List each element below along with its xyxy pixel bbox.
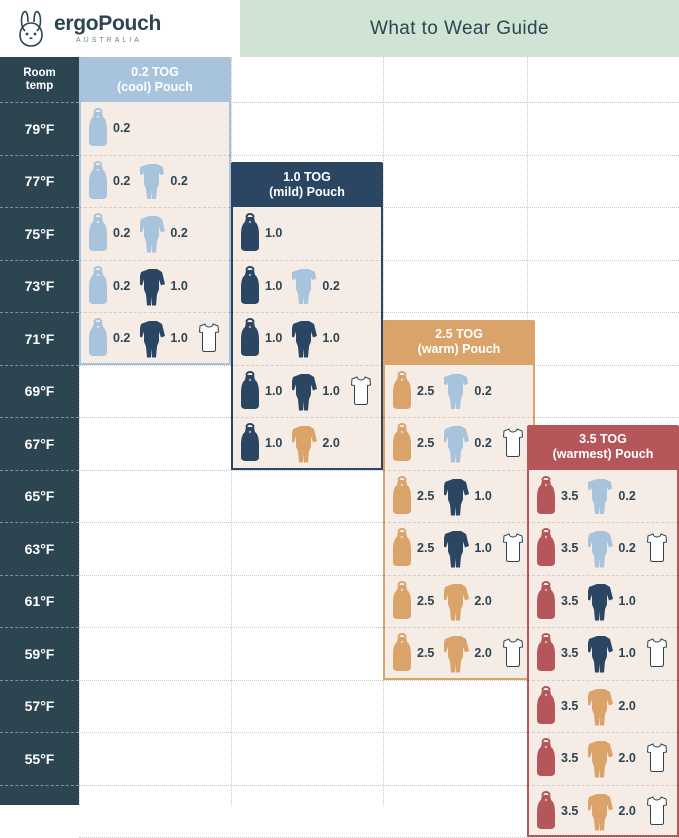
tog-column-title: 0.2 TOG	[131, 64, 179, 79]
garment-row	[389, 470, 529, 523]
tog-rating-label: 0.2	[618, 488, 636, 503]
tog-rating-label: 3.5	[561, 803, 579, 818]
tog-column-header	[79, 57, 231, 102]
garment-item	[646, 741, 668, 775]
singlet-white-icon	[350, 374, 372, 408]
garment-row	[85, 260, 225, 313]
garment-item	[87, 318, 130, 358]
garment-item	[588, 686, 635, 726]
room-temp-cell: 77°F	[0, 155, 79, 208]
guide-grid	[0, 57, 679, 820]
room-temp-cell: 73°F	[0, 260, 79, 313]
garment-item	[588, 738, 635, 778]
garment-item	[140, 213, 187, 253]
tog-column-subtitle: (warm) Pouch	[417, 342, 501, 356]
sleeping-bag-tan-icon	[391, 528, 413, 568]
tog-column-header	[527, 425, 679, 470]
long-sleeve-suit-lightblue-icon	[444, 423, 470, 463]
garment-row	[237, 417, 377, 470]
room-temp-cell: 67°F	[0, 417, 79, 470]
tog-rating-label: 3.5	[561, 751, 579, 766]
tog-rating-label: 2.5	[417, 436, 435, 451]
sleeping-bag-rose-icon	[535, 791, 557, 831]
tog-rating-label: 3.5	[561, 698, 579, 713]
brand-name: ergoPouch	[54, 12, 161, 35]
long-sleeve-suit-tan-icon	[292, 423, 318, 463]
long-sleeve-suit-lightblue-icon	[588, 528, 614, 568]
sleeping-bag-blue-icon	[87, 213, 109, 253]
long-sleeve-suit-navy-icon	[444, 476, 470, 516]
garment-item	[292, 266, 339, 306]
long-sleeve-suit-navy-icon	[588, 581, 614, 621]
tog-column-subtitle: (cool) Pouch	[117, 79, 193, 94]
sleeping-bag-rose-icon	[535, 476, 557, 516]
sleeping-bag-tan-icon	[391, 371, 413, 411]
tog-rating-label: 2.5	[417, 646, 435, 661]
garment-item	[292, 423, 339, 463]
garment-row	[237, 260, 377, 313]
garment-row	[533, 680, 673, 733]
garment-row	[85, 312, 225, 365]
garment-item	[198, 321, 220, 355]
room-temp-header	[0, 57, 79, 102]
sleeping-bag-rose-icon	[535, 738, 557, 778]
garment-item	[239, 318, 282, 358]
garment-item	[444, 371, 491, 411]
tog-rating-label: 1.0	[322, 383, 340, 398]
garment-item	[646, 794, 668, 828]
garment-item	[444, 423, 491, 463]
sleeping-bag-rose-icon	[535, 581, 557, 621]
singlet-white-icon	[502, 531, 524, 565]
sleeping-bag-blue-icon	[87, 161, 109, 201]
short-sleeve-suit-lightblue-icon	[292, 266, 318, 306]
sleeping-bag-tan-icon	[391, 476, 413, 516]
garment-item	[535, 791, 578, 831]
sleeping-bag-rose-icon	[535, 633, 557, 673]
sleeping-bag-rose-icon	[535, 528, 557, 568]
tog-rating-label: 1.0	[170, 278, 188, 293]
long-sleeve-suit-navy-icon	[140, 318, 166, 358]
sleeping-bag-navy-icon	[239, 266, 261, 306]
garment-row	[85, 207, 225, 260]
sleeping-bag-rose-icon	[535, 686, 557, 726]
short-sleeve-suit-lightblue-icon	[588, 476, 614, 516]
tog-rating-label: 1.0	[474, 541, 492, 556]
tog-column-header	[231, 162, 383, 207]
garment-item	[87, 108, 130, 148]
tog-rating-label: 0.2	[474, 383, 492, 398]
garment-item	[87, 161, 130, 201]
garment-item	[391, 423, 434, 463]
room-temp-cell: 79°F	[0, 102, 79, 155]
singlet-white-icon	[502, 426, 524, 460]
sleeping-bag-navy-icon	[239, 371, 261, 411]
garment-item	[239, 266, 282, 306]
garment-item	[502, 426, 524, 460]
tog-rating-label: 0.2	[113, 121, 131, 136]
tog-rating-label: 1.0	[265, 383, 283, 398]
garment-item	[140, 161, 187, 201]
tog-rating-label: 2.5	[417, 541, 435, 556]
tog-rating-label: 1.0	[265, 331, 283, 346]
long-sleeve-suit-lightblue-icon	[140, 213, 166, 253]
sleeping-bag-tan-icon	[391, 581, 413, 621]
tog-rating-label: 2.5	[417, 593, 435, 608]
tog-rating-label: 1.0	[265, 226, 283, 241]
bunny-icon	[14, 9, 48, 49]
sleeping-bag-tan-icon	[391, 423, 413, 463]
tog-rating-label: 1.0	[474, 488, 492, 503]
room-temp-cell: 53°F	[0, 785, 79, 838]
long-sleeve-suit-tan-icon	[588, 738, 614, 778]
garment-row	[533, 575, 673, 628]
garment-item	[535, 581, 578, 621]
garment-item	[588, 581, 635, 621]
garment-item	[588, 633, 635, 673]
short-sleeve-suit-lightblue-icon	[140, 161, 166, 201]
garment-row	[85, 155, 225, 208]
long-sleeve-suit-navy-icon	[588, 633, 614, 673]
garment-item	[535, 686, 578, 726]
tog-rating-label: 0.2	[113, 173, 131, 188]
page-header	[0, 0, 679, 57]
long-sleeve-suit-tan-icon	[588, 686, 614, 726]
tog-rating-label: 1.0	[618, 646, 636, 661]
garment-item	[391, 371, 434, 411]
room-temp-cell: 69°F	[0, 365, 79, 418]
sleeping-bag-navy-icon	[239, 213, 261, 253]
room-temp-cell: 63°F	[0, 522, 79, 575]
tog-rating-label: 2.0	[618, 803, 636, 818]
long-sleeve-suit-tan-icon	[444, 581, 470, 621]
singlet-white-icon	[646, 741, 668, 775]
brand-subtitle: AUSTRALIA	[76, 37, 142, 44]
room-temp-values	[0, 102, 79, 837]
brand-logo	[0, 0, 240, 57]
garment-row	[533, 627, 673, 680]
tog-rating-label: 2.0	[474, 646, 492, 661]
garment-item	[535, 528, 578, 568]
tog-rating-label: 1.0	[322, 331, 340, 346]
long-sleeve-suit-tan-icon	[444, 633, 470, 673]
sleeping-bag-tan-icon	[391, 633, 413, 673]
garment-item	[87, 266, 130, 306]
garment-item	[391, 581, 434, 621]
garment-row	[237, 312, 377, 365]
room-temp-cell: 59°F	[0, 627, 79, 680]
tog-rating-label: 3.5	[561, 488, 579, 503]
tog-column-title: 1.0 TOG	[283, 169, 331, 184]
garment-item	[391, 528, 434, 568]
garment-item	[239, 213, 282, 253]
garment-item	[588, 476, 635, 516]
tog-rating-label: 2.0	[322, 436, 340, 451]
long-sleeve-suit-tan-icon	[588, 791, 614, 831]
garment-row	[533, 470, 673, 523]
garment-item	[140, 318, 187, 358]
singlet-white-icon	[502, 636, 524, 670]
garment-row	[533, 732, 673, 785]
tog-rating-label: 3.5	[561, 646, 579, 661]
tog-column-subtitle: (warmest) Pouch	[552, 447, 654, 461]
tog-rating-label: 3.5	[561, 593, 579, 608]
tog-rating-label: 2.5	[417, 488, 435, 503]
tog-rating-label: 0.2	[113, 331, 131, 346]
tog-rating-label: 1.0	[618, 593, 636, 608]
tog-rating-label: 2.5	[417, 383, 435, 398]
tog-column-header	[383, 320, 535, 365]
guide-title-banner	[240, 0, 679, 57]
garment-row	[533, 522, 673, 575]
garment-item	[502, 531, 524, 565]
tog-rating-label: 0.2	[113, 278, 131, 293]
long-sleeve-suit-navy-icon	[444, 528, 470, 568]
tog-rating-label: 1.0	[265, 278, 283, 293]
garment-row	[389, 522, 529, 575]
room-temp-cell: 57°F	[0, 680, 79, 733]
long-sleeve-suit-navy-icon	[292, 318, 318, 358]
tog-rating-label: 2.0	[618, 751, 636, 766]
tog-rating-label: 3.5	[561, 541, 579, 556]
sleeping-bag-blue-icon	[87, 108, 109, 148]
garment-item	[588, 528, 635, 568]
garment-item	[535, 738, 578, 778]
tog-column-title: 3.5 TOG	[579, 432, 627, 446]
garment-item	[444, 476, 491, 516]
garment-row	[389, 365, 529, 418]
room-temp-header-line2: temp	[25, 79, 54, 92]
garment-item	[588, 791, 635, 831]
garment-item	[239, 423, 282, 463]
garment-item	[391, 633, 434, 673]
room-temp-cell: 65°F	[0, 470, 79, 523]
tog-column-title: 2.5 TOG	[435, 327, 483, 341]
garment-item	[535, 476, 578, 516]
sleeping-bag-blue-icon	[87, 318, 109, 358]
singlet-white-icon	[646, 531, 668, 565]
sleeping-bag-navy-icon	[239, 318, 261, 358]
page-title: What to Wear Guide	[370, 17, 549, 39]
garment-item	[646, 531, 668, 565]
garment-item	[350, 374, 372, 408]
tog-rating-label: 1.0	[170, 331, 188, 346]
garment-row	[389, 575, 529, 628]
garment-item	[444, 633, 491, 673]
tog-rating-label: 2.0	[618, 698, 636, 713]
tog-rating-label: 0.2	[474, 436, 492, 451]
tog-rating-label: 2.0	[474, 593, 492, 608]
tog-rating-label: 0.2	[170, 173, 188, 188]
garment-item	[140, 266, 187, 306]
tog-rating-label: 0.2	[113, 226, 131, 241]
singlet-white-icon	[198, 321, 220, 355]
tog-rating-label: 0.2	[322, 278, 340, 293]
garment-item	[444, 528, 491, 568]
tog-rating-label: 0.2	[618, 541, 636, 556]
garment-item	[292, 371, 339, 411]
room-temp-header-line1: Room	[23, 66, 56, 79]
garment-row	[237, 207, 377, 260]
singlet-white-icon	[646, 794, 668, 828]
tog-rating-label: 0.2	[170, 226, 188, 241]
tog-column-subtitle: (mild) Pouch	[269, 184, 345, 199]
garment-row	[389, 417, 529, 470]
garment-item	[292, 318, 339, 358]
room-temp-cell: 55°F	[0, 732, 79, 785]
garment-item	[502, 636, 524, 670]
room-temp-column	[0, 57, 79, 820]
garment-row	[533, 785, 673, 838]
long-sleeve-suit-navy-icon	[292, 371, 318, 411]
garment-row	[389, 627, 529, 680]
tog-rating-label: 1.0	[265, 436, 283, 451]
room-temp-cell: 75°F	[0, 207, 79, 260]
garment-row	[237, 365, 377, 418]
short-sleeve-suit-lightblue-icon	[444, 371, 470, 411]
garment-item	[444, 581, 491, 621]
long-sleeve-suit-navy-icon	[140, 266, 166, 306]
singlet-white-icon	[646, 636, 668, 670]
garment-item	[87, 213, 130, 253]
garment-item	[239, 371, 282, 411]
garment-item	[535, 633, 578, 673]
garment-row	[85, 102, 225, 155]
garment-item	[391, 476, 434, 516]
garment-item	[646, 636, 668, 670]
room-temp-cell: 71°F	[0, 312, 79, 365]
sleeping-bag-blue-icon	[87, 266, 109, 306]
room-temp-cell: 61°F	[0, 575, 79, 628]
sleeping-bag-navy-icon	[239, 423, 261, 463]
